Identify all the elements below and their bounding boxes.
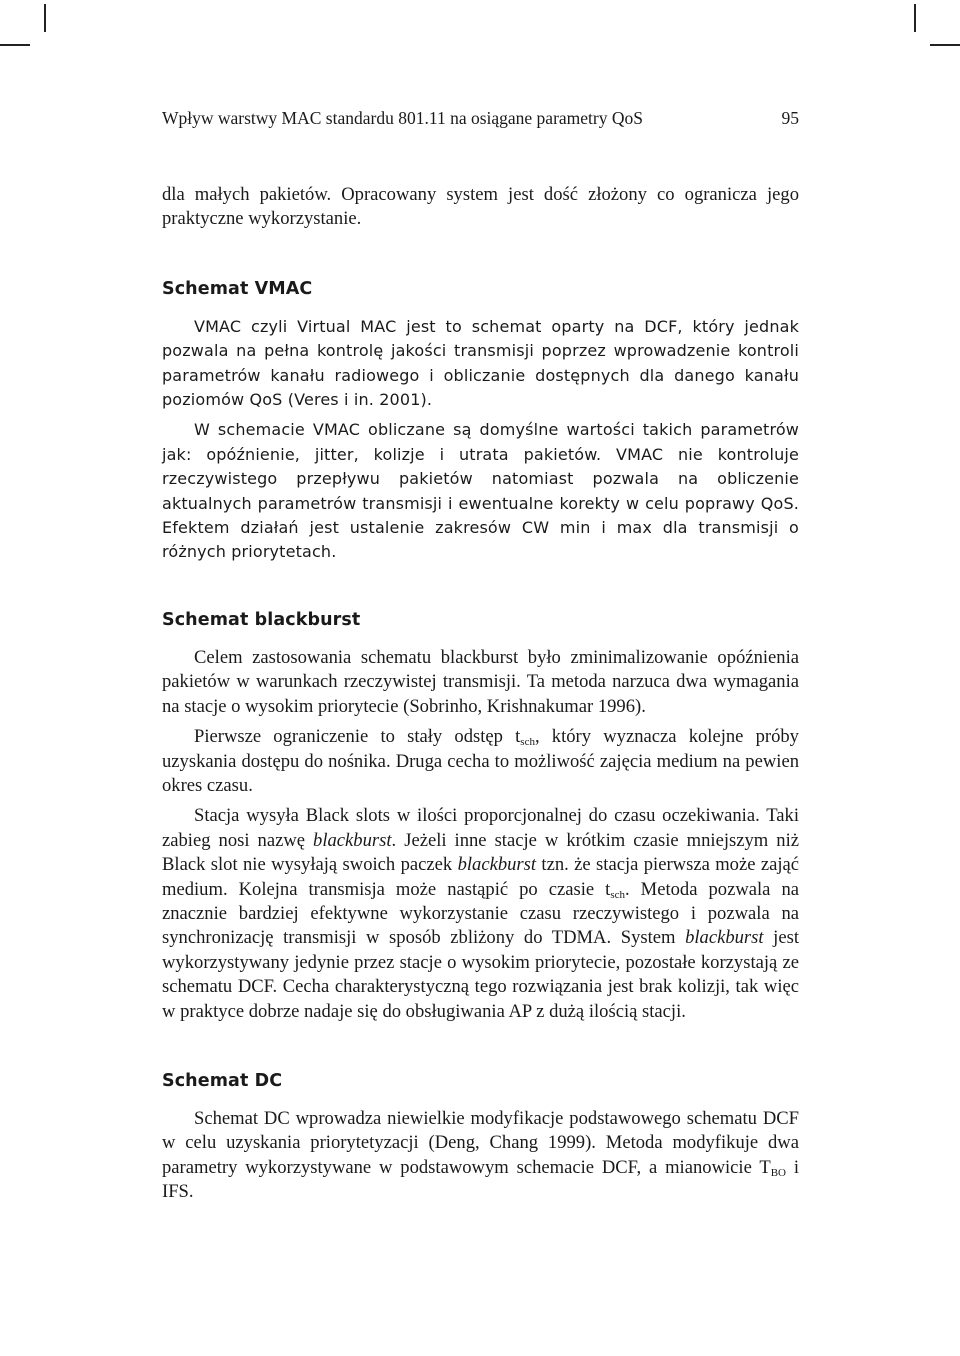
text-run: tzn. że stacja pierwsza może zająć medium. Kolejna transmisja może nastąpić po czasie t bbox=[162, 854, 800, 900]
dc-paragraph-1 bbox=[162, 1107, 799, 1205]
italic-term: blackburst bbox=[457, 854, 537, 876]
subscript: sch bbox=[520, 736, 535, 749]
subscript: sch bbox=[610, 888, 626, 901]
page-number: 95 bbox=[781, 108, 799, 128]
section-heading-dc: Schemat DC bbox=[162, 1070, 283, 1091]
blackburst-paragraph-2 bbox=[162, 725, 799, 798]
subscript: BO bbox=[770, 1166, 786, 1179]
crop-mark bbox=[0, 44, 30, 46]
blackburst-paragraph-3 bbox=[162, 804, 799, 1024]
text-run: i IFS. bbox=[162, 1156, 799, 1203]
intro-paragraph: dla małych pakietów. Opracowany system jest dość złożony co ogranicza jego praktyczne wykorzystanie. bbox=[162, 184, 799, 230]
section-heading-vmac: Schemat VMAC bbox=[162, 278, 313, 299]
italic-term: blackburst bbox=[685, 927, 764, 949]
text-run: jest wykorzystywany jedynie przez stacje o wysokim priorytecie, pozostałe korzystają ze schematu DCF. Cecha charakterystyczną tego rozwiązania jest brak kolizji, tak więc w praktyce dobrze nadaje się do obsługiwania AP z dużą ilością stacji. bbox=[162, 927, 799, 1022]
text-run: , który wyznacza kolejne próby uzyskania dostępu do nośnika. Druga cecha to możliwość zajęcia medium na pewien okres czasu. bbox=[162, 726, 799, 796]
text-run: . Metoda pozwala na znacznie bardziej efektywne wykorzystanie czasu rzeczywistego i pozwala na synchronizację transmisji w sposób zbliżony do TDMA. System bbox=[162, 878, 799, 949]
text-run: . Jeżeli inne stacje w krótkim czasie mniejszym niż Black slot nie wysyłają swoich paczek bbox=[162, 829, 799, 876]
vmac-paragraph-2: W schemacie VMAC obliczane są domyślne wartości takich parametrów jak: opóźnienie, jitter, kolizje i utrata pakietów. VMAC nie kontroluje rzeczywistego przepływu pakietów natomiast pozwala na obliczenie aktualnych parametrów transmisji i ewentualne korekty w celu poprawy QoS. Efektem działań jest ustalenie zakresów CW min i max dla transmisji o różnych priorytetach. bbox=[162, 420, 799, 562]
text-run: Schemat DC wprowadza niewielkie modyfikacje podstawowego schematu DCF w celu uzyskania priorytetyzacji (Deng, Chang 1999). Metoda modyfikuje dwa parametry wykorzystywane w podstawowym schemacie DCF, a mianowicie T bbox=[162, 1107, 799, 1178]
text-run: Pierwsze ograniczenie to stały odstęp t bbox=[194, 726, 521, 748]
page-body bbox=[162, 106, 799, 1205]
running-title: Wpływ warstwy MAC standardu 801.11 na osiągane parametry QoS bbox=[162, 108, 643, 128]
crop-mark bbox=[930, 44, 960, 46]
vmac-paragraph-1: VMAC czyli Virtual MAC jest to schemat oparty na DCF, który jednak pozwala na pełna kontrolę jakości transmisji poprzez wprowadzenie kontroli parametrów kanału radiowego i obliczanie dostępnych dla danego kanału poziomów QoS (Veres i in. 2001). bbox=[162, 316, 799, 410]
running-head bbox=[162, 106, 799, 130]
crop-mark bbox=[44, 4, 46, 32]
crop-mark bbox=[914, 4, 916, 32]
italic-term: blackburst bbox=[313, 829, 392, 851]
blackburst-paragraph-1: Celem zastosowania schematu blackburst było zminimalizowanie opóźnienia pakietów w warunkach rzeczywistej transmisji. Ta metoda narzuca dwa wymagania na stacje o wysokim priorytecie (Sobrinho, Krishnakumar 1996). bbox=[162, 646, 799, 717]
section-heading-blackburst: Schemat blackburst bbox=[162, 609, 361, 630]
text-run: Stacja wysyła Black slots w ilości proporcjonalnej do czasu oczekiwania. Taki zabieg nosi nazwę bbox=[162, 805, 799, 851]
